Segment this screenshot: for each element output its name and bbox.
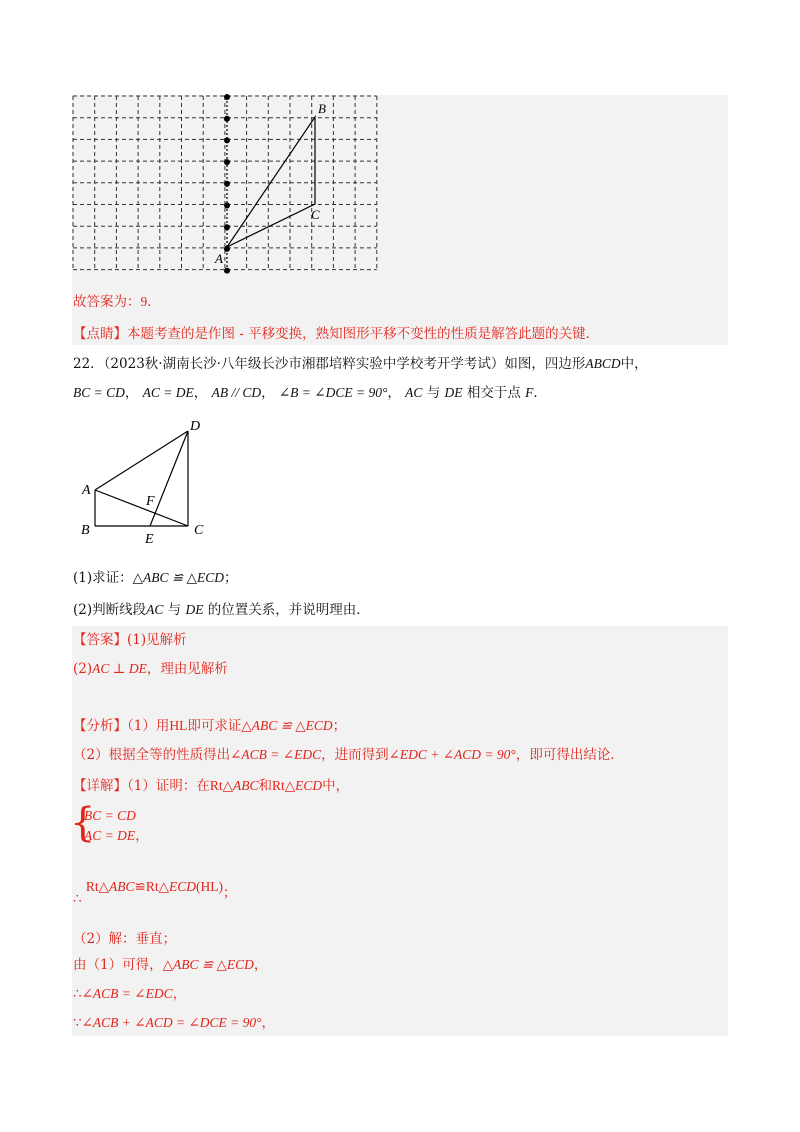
condition-5a: AC [405, 385, 423, 400]
step3-sym: ∵ [73, 1015, 82, 1031]
fig-label-c: C [194, 523, 204, 538]
seg-ac [95, 490, 188, 526]
condition-5mid: 与 [422, 385, 445, 401]
quadrilateral-figure [78, 416, 218, 546]
detail1-m1: ABC [232, 778, 259, 793]
question-quad: ABCD [585, 356, 621, 371]
detail1-a: （1）证明：在 [127, 778, 210, 794]
system-eq-1 [84, 806, 136, 826]
part2-suffix: 的位置关系，并说明理由． [203, 602, 370, 618]
axis-dot [224, 181, 230, 187]
question-part-1 [73, 568, 237, 588]
answer-tag: 【答案】 [73, 632, 127, 648]
detail1-c: 中， [322, 778, 350, 794]
comment-tag: 【点睛】 [73, 326, 127, 342]
condition-2: AC = DE [142, 385, 194, 400]
step1-m: △ABC ≌ △ECD [162, 957, 254, 972]
part2-mid: 与 [163, 602, 186, 618]
analysis2-b: ，进而得到 [321, 747, 389, 763]
part2-m2: DE [185, 602, 204, 617]
question-lead: 如图，四边形 [504, 356, 586, 372]
answer-prefix: 故答案为： [73, 294, 141, 310]
detail1-m2: ECD [295, 778, 323, 793]
concl-rt1: Rt△ [85, 879, 110, 894]
fig-label-a: A [82, 483, 91, 498]
sep-1: ， [124, 385, 139, 401]
answer-1: (1)见解析 [127, 632, 187, 648]
concl-rt2: Rt△ [145, 879, 169, 894]
detail1-rt1: Rt△ [209, 778, 233, 793]
step3-m: ∠ACB + ∠ACD = ∠DCE = 90° [81, 1015, 262, 1030]
conclusion-1 [73, 877, 237, 907]
analysis2-a: （2）根据全等的性质得出 [73, 747, 231, 763]
answer-2 [73, 659, 228, 679]
grid-figure [72, 95, 392, 275]
step-1 [73, 955, 267, 975]
condition-5end: 相交于点 [462, 385, 526, 401]
question-source: （2023秋·湖南长沙·八年级长沙市湘郡培粹实验中学校考开学考试） [103, 356, 505, 372]
seg-de [150, 431, 188, 526]
detail1-b: 和 [258, 778, 272, 794]
grid-label-a: A [215, 251, 223, 266]
answer2-math: AC ⊥ DE [92, 661, 147, 676]
sep-4: ， [387, 385, 401, 401]
sys-end: ， [135, 828, 149, 844]
part2-m1: AC [146, 602, 164, 617]
fig-label-d: D [190, 419, 201, 434]
part2-prefix: (2)判断线段 [73, 602, 147, 618]
analysis2-m2: ∠EDC + ∠ACD = 90° [388, 747, 516, 762]
analysis1-a: （1）用 [127, 718, 170, 734]
sep-3: ， [261, 385, 275, 401]
detail-1 [73, 776, 349, 796]
analysis1-c: ； [332, 718, 347, 734]
grid-label-c: C [311, 207, 320, 222]
analysis2-c: ，即可得出结论． [515, 747, 624, 763]
axis-dot [224, 94, 230, 100]
answer-suffix: ． [147, 294, 161, 310]
sys-2: AC = DE [84, 828, 136, 843]
part1-prefix: (1)求证： [73, 570, 133, 586]
part2-solution [73, 929, 176, 949]
answer-line [73, 292, 161, 312]
step2-b: ， [172, 986, 187, 1002]
analysis-1 [73, 716, 346, 736]
answer2-suffix: ，理由见解析 [146, 661, 228, 677]
concl-m2: ECD [168, 879, 196, 894]
axis-dot [224, 224, 230, 230]
step2-m: ∠ACB = ∠EDC [81, 986, 173, 1001]
condition-5b: DE [444, 385, 463, 400]
answer-value: 9 [140, 294, 148, 309]
concl-end: ； [222, 885, 237, 901]
question-conditions [73, 383, 547, 403]
system-brace: { [70, 800, 96, 846]
condition-3: AB // CD [211, 385, 262, 400]
analysis1-b: 即可求证 [187, 718, 242, 734]
part1-suffix: ； [223, 570, 238, 586]
step1-a: 由（1）可得， [73, 957, 163, 973]
grid-label-b: B [318, 101, 326, 116]
step3-b: ， [261, 1015, 276, 1031]
axis-dot [224, 137, 230, 143]
step-2 [73, 984, 186, 1004]
step2-sym: ∴ [73, 986, 82, 1002]
question-part-2 [73, 600, 370, 620]
comment-line [73, 324, 599, 344]
answer-heading [73, 630, 187, 650]
triangle-abc-grid [227, 117, 315, 247]
sep-2: ， [193, 385, 208, 401]
fig-label-f: F [146, 494, 155, 509]
axis-dot [224, 203, 230, 209]
sys-1: BC = CD [84, 808, 136, 823]
question-lead-end: 中， [620, 356, 648, 372]
condition-4: ∠B = ∠DCE = 90° [278, 385, 388, 400]
question-header [73, 354, 648, 374]
analysis-tag: 【分析】 [73, 718, 127, 734]
part2-a: （2）解：垂直； [73, 931, 177, 947]
question-number: 22． [73, 356, 104, 372]
concl-cong: ≌ [134, 879, 146, 894]
analysis1-math: △ABC ≌ △ECD [241, 718, 333, 733]
analysis2-m1: ∠ACB = ∠EDC [230, 747, 322, 762]
axis-dot [224, 116, 230, 122]
concl-m1: ABC [109, 879, 135, 894]
seg-ad [95, 431, 188, 490]
analysis-2 [73, 745, 624, 765]
axis-dot [224, 268, 230, 274]
detail-tag: 【详解】 [73, 778, 127, 794]
comment-text: 本题考查的是作图 - 平移变换，熟知图形平移不变性的性质是解答此题的关键． [127, 326, 600, 342]
condition-1: BC = CD [73, 385, 125, 400]
step1-b: ， [253, 957, 268, 973]
detail1-rt2: Rt△ [271, 778, 296, 793]
part1-math: △ABC ≌ △ECD [132, 570, 224, 585]
step-3 [73, 1013, 275, 1033]
therefore-1: ∴ [73, 891, 82, 907]
fig-label-e: E [145, 532, 154, 547]
fig-label-b: B [81, 523, 90, 538]
concl-hl: (HL) [195, 879, 223, 894]
condition-5fin: ． [533, 385, 547, 401]
axis-dot [224, 159, 230, 165]
analysis1-hl: HL [169, 718, 188, 733]
condition-5pt: F [525, 385, 534, 400]
answer2-prefix: (2) [73, 661, 93, 677]
system-eq-2 [84, 826, 149, 846]
